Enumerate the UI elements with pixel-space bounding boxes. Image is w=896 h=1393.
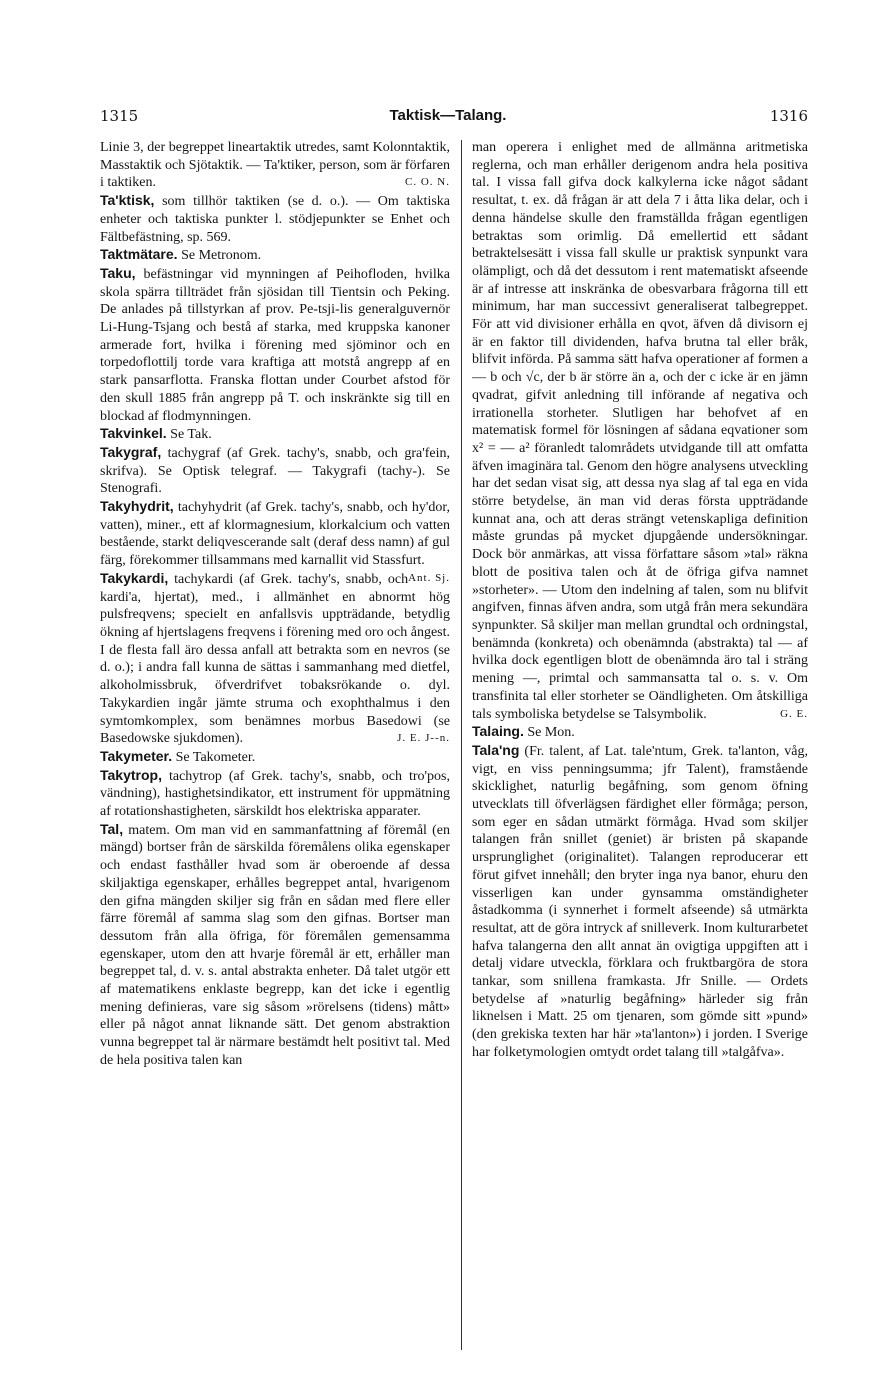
entry-headword: Takytrop, (100, 766, 162, 783)
entry-text: man operera i enlighet med de allmänna aritmetiska reglerna, och man erhåller derigenom andra hela positiva tal. I vissa fall gifva dock kalkylerna icke något sådant resultat, t. ex. då frågan är att dela 7 i åtta lika delar, och i denna händelse skulle den framställda frågan egentligen betraktas som orimlig. Då emellertid ett sådant betraktelsesätt i vissa fall skulle ur praktisk synpunkt vara olämpligt, och då det dessutom i rent matematiskt afseende är af intresse att inskränka de obesvarbara frågorna till ett minimum, har man successivt generaliserat talbegreppet. För att vid divisioner erhålla en qvot, äfven då divisorn ej är en faktor till dividenden, hafva brutna tal eller bråk, blifvit införda. På samma sätt hafva operationer af formen a — b och √c, der b är större än a, och der c icke är en jämn qvadrat, gifvit anledning till införande af negativa och irrationella storheter. Slutligen har behofvet af en matematisk formel för lösningen af sådana eqvationer som x² = — a² föranledt talområdets utvidgande till att omfatta äfven imaginära tal. Genom den högre analysens utveckling har det sedan visat sig, att dessa nya slag af tal ega en vida större betydelse, än man vid deras första uppträdande kunnat ana, och att deras strängt vetenskapliga definition måste grundas på mycket djupgående undersökningar. Dock bör anmärkas, att vissa författare såsom »tal» räkna blott de positiva talen och åt de öfriga gifva namnet »storheter». — Utom den indelning af talen, som nu blifvit angifven, finnas äfven andra, som utgå från mera sekundära synpunkter. Så skiljer man mellan grundtal och ordningstal, benämnda (konkreta) och obenämnda (abstrakta) tal — af hvilka dock egentligen blott de obenämnda äro tal i sträng mening —, primtal och sammansatta tal o. s. v. Om transfinita tal eller storheter se Oändligheten. Om åtskilliga tals symboliska betydelse se Talsymbolik. (472, 140, 808, 722)
entry-text: Linie 3, der begreppet lineartaktik utredes, samt Kolonntaktik, Masstaktik och Sjötaktik. — Ta'ktiker, person, som är förfaren i taktiken. (100, 140, 450, 191)
entry-signature: J. E. J--n. (397, 732, 450, 745)
entry-headword: Taktmätare. (100, 246, 178, 263)
dictionary-entry (100, 570, 450, 748)
dictionary-entry (100, 265, 450, 425)
right-page-number: 1316 (769, 107, 808, 125)
dictionary-entry (472, 742, 808, 1062)
left-column (100, 138, 450, 1070)
entry-signature: G. E. (780, 707, 808, 720)
column-rule (461, 140, 462, 1350)
entry-headword: Ta'ktisk, (100, 192, 155, 209)
entry-headword: Takykardi, (100, 569, 169, 586)
entry-headword: Tala'ng (472, 741, 520, 758)
entry-text: tachytrop (af Grek. tachy's, snabb, och tro'pos, vändning), hastighetsindikator, ett instrument för uppmätning af rotationshastigheten, särskildt hos elektriska apparater. (100, 768, 450, 820)
entry-text: tachyhydrit (af Grek. tachy's, snabb, och hy'dor, vatten), miner., ett af klormagnesium, klorkalcium och vatten bestående, starkt deliqvescerande salt (deraf dess namn) af gul färg, förekommer tillsammans med karnallit vid Stassfurt. (100, 500, 450, 569)
entry-headword: Taku, (100, 264, 136, 281)
entry-signature: Ant. Sj. (408, 571, 450, 584)
entry-text: Se Tak. (170, 427, 212, 443)
entry-text: Se Takometer. (175, 749, 256, 765)
entry-text: som tillhör taktiken (se d. o.). — Om taktiska enheter och taktiska punkter l. stödjepunkter se Enhet och Fältbefästning, sp. 569. (100, 194, 451, 245)
dictionary-entry (100, 246, 450, 265)
entry-text: Se Metronom. (181, 248, 262, 264)
dictionary-entry (100, 138, 450, 192)
left-page-number: 1315 (100, 107, 139, 125)
dictionary-entry (100, 444, 450, 498)
dictionary-entry (100, 821, 450, 1070)
entry-text: matem. Om man vid en sammanfattning af föremål (en mängd) bortser från de särskilda föremålens olika egenskaper och endast fasthåller hvad som är oberoende af dessa skiljaktiga egenskaper, erhålles begreppet antal, hvarigenom den gifna mängden skiljer sig från en sådan med flere eller färre föremål af samma slag som den gifnas. Bortser man dessutom från alla öfriga, för föremålen gemensamma egenskaper, utom den att hvarje föremål är ett, erhåller man begreppet tal, d. v. s. antal abstrakta enheter. Då talet utgör ett af matematikens enklaste begrepp, kan det icke i egentlig mening definieras, vare sig såsom »rörelsens (tidens) mått» eller på något annat liknande sätt. Det genom abstraktion vunna begreppet tal är närmare bestämdt helt positivt tal. Med de hela positiva talen kan (100, 822, 450, 1068)
entry-headword: Takvinkel. (100, 425, 167, 442)
dictionary-entry (100, 425, 450, 444)
entry-text: tachykardi (af Grek. tachy's, snabb, och kardi'a, hjertat), med., i allmänhet en abnormt hög pulsfreqvens; specielt en anfallsvis uppträdande, betydlig ökning af hjertslagens freqvens i förening med oro och ångest. I de flesta fall äro dessa anfall att betrakta som en nevros (se d. o.); i andra fall kunna de sättas i sammanhang med dietfel, alkoholmissbruk, öfverdrifvet tobaksrökande o. dyl. Takykardien ingår jämte struma och exophthalmus i den symtomkomplex, som benämnes morbus Basedowi (se Basedowske sjukdomen). (100, 571, 450, 747)
entry-text: (Fr. talent, af Lat. tale'ntum, Grek. ta'lanton, våg, vigt, en viss penningsumma; jfr Talent), framstående skicklighet, naturlig begåfning, som genom öfning utvecklats till öfverlägsen färdighet eller förmåga; person, som eger en sådan utmärkt förmåga. Hvad som skiljer talangen från snillet (geniet) är bristen på skapande ursprunglighet (originalitet). Talangen reproducerar ett förut gifvet innehåll; den bryter inga nya banor, ehuru den visserligen kan under gynsamma omständigheter åstadkomma (i synnerhet i formelt afseende) så utmärkta resultat, att de göra intryck af snilleverk. Inom kulturarbetet hafva talangerna den allt annat än ovigtiga uppgiften att i detalj vidare utveckla, förklara och fruktbargöra de stora tankar, som snillena framkasta. Jfr Snille. — Ordets betydelse af »naturlig begåfning» härleder sig från liknelsen i Matt. 25 om tjenaren, som gömde sitt »pund» (den grekiska texten har här »ta'lanton») i jorden. I Sverige har folketymologien omtydt ordet talang till »talgåfva». (472, 743, 809, 1060)
entry-headword: Takymeter. (100, 747, 173, 764)
entry-text: Se Mon. (527, 725, 575, 741)
dictionary-entry (100, 767, 450, 821)
dictionary-entry (472, 723, 808, 742)
entry-headword: Takygraf, (100, 443, 162, 460)
right-column (472, 138, 808, 1062)
entry-signature: C. O. N. (405, 176, 450, 189)
dictionary-entry (472, 138, 808, 723)
entry-headword: Talaing. (472, 723, 524, 740)
entry-text: tachygraf (af Grek. tachy's, snabb, och gra'fein, skrifva). Se Optisk telegraf. — Takygrafi (tachy-). Se Stenografi. (100, 445, 450, 497)
entry-headword: Tal, (100, 820, 124, 837)
entry-text: befästningar vid mynningen af Peihofloden, hvilka skola spärra tillträdet från sjösidan till Tientsin och Peking. De anlades på tillstyrkan af prov. Pe-tsji-lis generalguvernör Li-Hung-Tsjang och bestå af starka, med kruppska kanoner armerade fort, hvilka i förening med sjöminor och en torpedoflottilj torde vara kraftiga att motstå angrepp af en stark pansarflotta. Franska flottan under Courbet afstod för den skull 1885 från angrepp på T. och inskränkte sig till en blockad af flodmynningen. (100, 266, 451, 424)
dictionary-entry (100, 192, 450, 246)
running-title: Taktisk—Talang. (389, 107, 507, 124)
dictionary-entry (100, 748, 450, 767)
entry-headword: Takyhydrit, (100, 498, 174, 515)
